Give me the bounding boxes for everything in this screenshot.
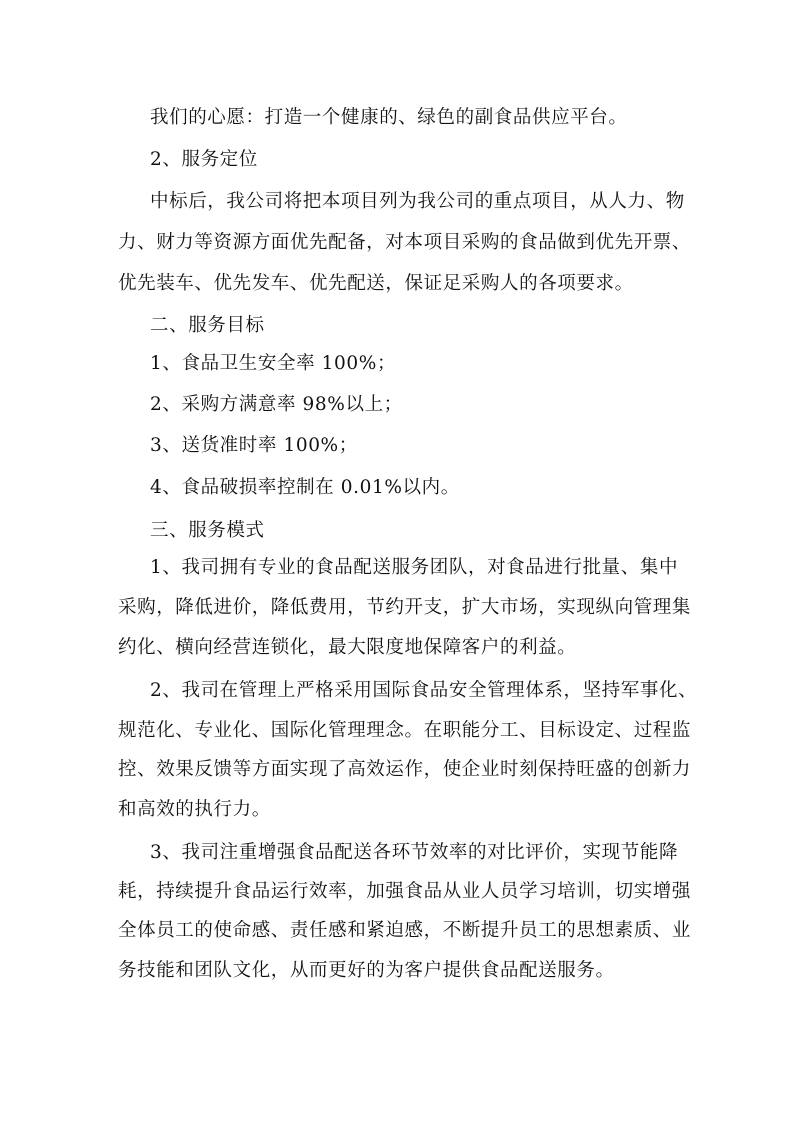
text-line: 3、我司注重增强食品配送各环节效率的对比评价，实现节能降 <box>150 842 679 863</box>
text-line: 和高效的执行力。 <box>118 799 271 820</box>
text-line: 约化、横向经营连锁化，最大限度地保障客户的利益。 <box>118 637 577 658</box>
text-line: 1、我司拥有专业的食品配送服务团队，对食品进行批量、集中 <box>150 557 679 578</box>
text-line: 2、我司在管理上严格采用国际食品安全管理体系，坚持军事化、 <box>150 680 698 701</box>
text-line: 优先装车、优先发车、优先配送，保证足采购人的各项要求。 <box>118 273 634 294</box>
section-heading-service-goals: 二、服务目标 <box>150 315 265 336</box>
text-line: 全体员工的使命感、责任感和紧迫感，不断提升员工的思想素质、业 <box>118 920 692 941</box>
text-line: 我们的心愿：打造一个健康的、绿色的副食品供应平台。 <box>150 107 628 128</box>
goal-item: 2、采购方满意率 98%以上； <box>150 394 403 415</box>
goal-item: 3、送货准时率 100%； <box>150 435 358 456</box>
text-line: 规范化、专业化、国际化管理理念。在职能分工、目标设定、过程监 <box>118 720 692 741</box>
text-line: 控、效果反馈等方面实现了高效运作，使企业时刻保持旺盛的创新力 <box>118 759 692 780</box>
section-heading-service-positioning: 2、服务定位 <box>150 149 258 170</box>
text-line: 力、财力等资源方面优先配备，对本项目采购的食品做到优先开票、 <box>118 232 692 253</box>
text-line: 务技能和团队文化，从而更好的为客户提供食品配送服务。 <box>118 960 615 981</box>
text-line: 耗，持续提升食品运行效率，加强食品从业人员学习培训，切实增强 <box>118 881 692 902</box>
goal-item: 4、食品破损率控制在 0.01%以内。 <box>150 477 460 498</box>
goal-item: 1、食品卫生安全率 100%； <box>150 353 397 374</box>
text-line: 采购，降低进价，降低费用，节约开支，扩大市场，实现纵向管理集 <box>118 597 692 618</box>
section-heading-service-mode: 三、服务模式 <box>150 520 265 541</box>
text-line: 中标后，我公司将把本项目列为我公司的重点项目，从人力、物 <box>150 191 685 212</box>
